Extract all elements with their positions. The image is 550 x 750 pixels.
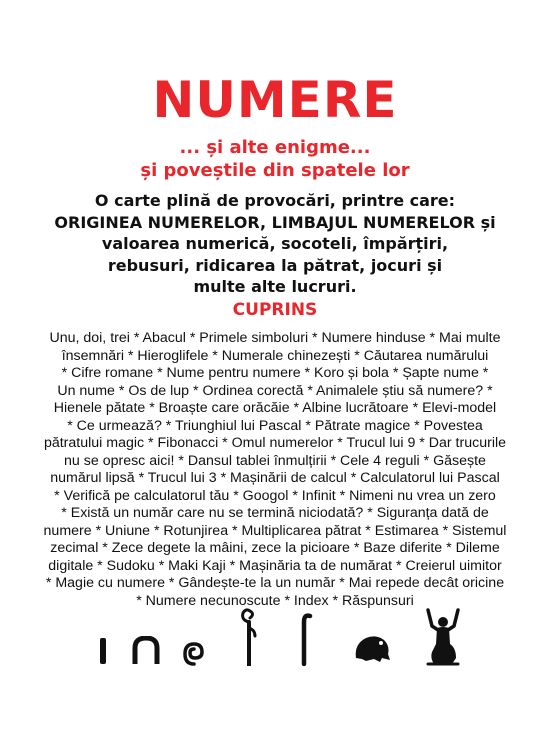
contents-list bbox=[25, 330, 525, 610]
contents-line: Unu, doi, trei * Abacul * Primele simboluri * Numere hinduse * Mai multe bbox=[49, 330, 501, 346]
lotus-glyph-icon bbox=[240, 608, 258, 666]
finger-glyph-icon bbox=[298, 612, 314, 666]
kneeling-god-glyph-icon bbox=[422, 608, 464, 666]
contents-line: numere * Uniune * Rotunjirea * Multiplicarea pătrat * Estimarea * Sistemul bbox=[43, 522, 507, 539]
contents-line: * Există un număr care nu se termină niciodată? * Siguranța dată de bbox=[61, 505, 489, 521]
contents-line: pătratului magic * Fibonacci * Omul numerelor * Trucul lui 9 * Dar trucurile bbox=[43, 435, 507, 451]
stroke-glyph-icon bbox=[98, 638, 108, 664]
hieroglyph-numerals bbox=[90, 608, 470, 668]
intro-line: multe alte lucruri. bbox=[193, 277, 357, 296]
contents-line: * Cifre romane * Nume pentru numere * Koro și bola * Șapte nume * bbox=[61, 365, 489, 381]
coil-rope-glyph-icon bbox=[182, 632, 206, 666]
contents-line: * Magie cu numere * Gândește-te la un număr * Mai repede decât oricine bbox=[45, 575, 505, 591]
intro-text bbox=[30, 190, 520, 298]
contents-line: Un nume * Os de lup * Ordinea corectă * Animalele știu să numere? * bbox=[57, 382, 493, 399]
intro-line: O carte plină de provocări, printre care: bbox=[94, 191, 456, 210]
contents-line: * Ce urmează? * Triunghiul lui Pascal * Pătrate magice * Povestea bbox=[67, 417, 483, 434]
tadpole-frog-glyph-icon bbox=[352, 632, 392, 664]
intro-line: rebusuri, ridicarea la pătrat, jocuri și bbox=[107, 255, 443, 275]
book-title: NUMERE bbox=[152, 71, 398, 129]
contents-heading: CUPRINS bbox=[232, 300, 318, 320]
intro-line: ORIGINEA NUMERELOR, LIMBAJUL NUMERELOR și bbox=[54, 212, 496, 232]
contents-line: * Verifică pe calculatorul tău * Googol * Infinit * Nimeni nu vrea un zero bbox=[54, 487, 496, 504]
contents-line: nu se opresc aici! * Dansul tablei înmulțirii * Cele 4 reguli * Găsește bbox=[64, 452, 486, 469]
heel-bone-glyph-icon bbox=[132, 636, 160, 664]
contents-line: * Numere necunoscute * Index * Răspunsuri bbox=[136, 592, 414, 609]
intro-line: valoarea numerică, socoteli, împărțiri, bbox=[101, 234, 449, 253]
contents-line: digitale * Sudoku * Maki Kaji * Mașinăria ta de numărat * Creierul uimitor bbox=[48, 557, 502, 574]
contents-line: zecimal * Zece degete la mâini, zece la picioare * Baze diferite * Dileme bbox=[50, 540, 500, 556]
subtitle-stories: și poveștile din spatele lor bbox=[140, 160, 410, 181]
contents-line: numărul lipsă * Trucul lui 3 * Mașinării de calcul * Calculatorul lui Pascal bbox=[50, 470, 500, 486]
subtitle-enigmas: ... și alte enigme... bbox=[179, 137, 371, 158]
contents-line: Hienele pătate * Broaște care orăcăie * Albine lucrătoare * Elevi-model bbox=[53, 400, 497, 416]
contents-line: însemnări * Hieroglifele * Numerale chinezești * Căutarea numărului bbox=[61, 347, 489, 364]
